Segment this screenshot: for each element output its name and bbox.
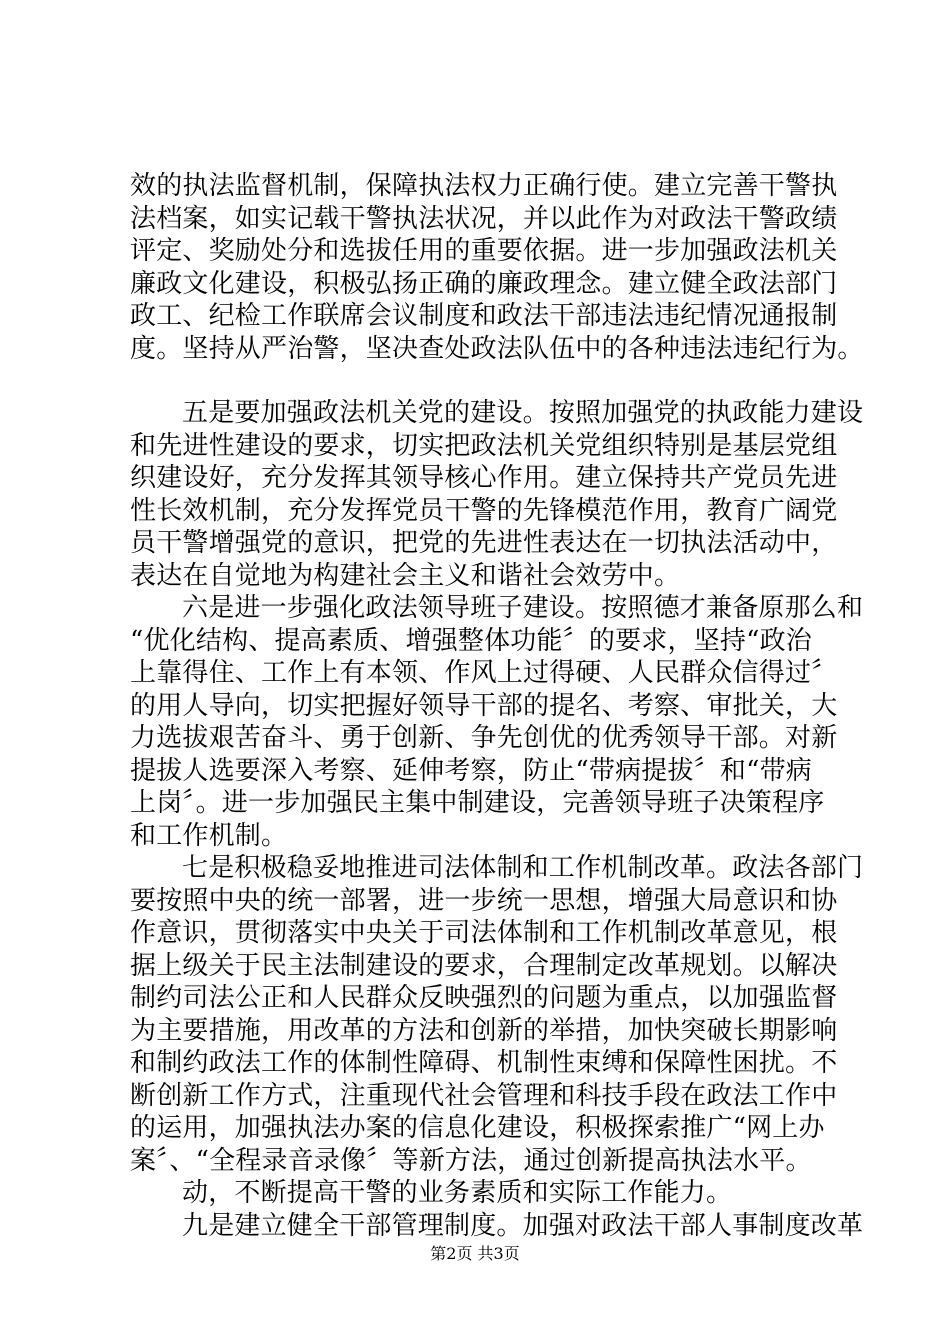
- text-line: 作意识，贯彻落实中央关于司法体制和工作机制改革意见，根: [130, 918, 838, 948]
- page-footer: [0, 1244, 950, 1264]
- document-body: [130, 170, 864, 1242]
- text-line: 七是积极稳妥地推进司法体制和工作机制改革。政法各部门: [182, 853, 864, 883]
- text-line: 据上级关于民主法制建设的要求，合理制定改革规划。以解决: [130, 950, 838, 981]
- text-line: 廉政文化建设，积极弘扬正确的廉政理念。建立健全政法部门: [130, 268, 838, 299]
- text-line: 的用人导向，切实把握好领导干部的提名、考察、审批关，大: [130, 690, 838, 721]
- text-line: 五是要加强政法机关党的建设。按照加强党的执政能力建设: [182, 398, 864, 428]
- paragraph-9: [130, 1210, 864, 1243]
- text-line: 六是进一步强化政法领导班子建设。按照德才兼备原那么和: [182, 593, 864, 623]
- paragraph-continuation: [130, 170, 864, 365]
- text-line: 提拔人选要深入考察、延伸考察，防止“带病提拔〞和“带病: [130, 755, 812, 786]
- text-line: 的运用，加强执法办案的信息化建设，积极探索推广“网上办: [130, 1113, 825, 1143]
- fragment-paragraph: [130, 1177, 840, 1210]
- text-line: 案〞、“全程录音录像〞等新方法，通过创新提高执法水平。: [130, 1145, 812, 1176]
- text-line: 要按照中央的统一部署，进一步统一思想，增强大局意识和协: [130, 885, 838, 916]
- text-line: 法档案，如实记载干警执法状况，并以此作为对政法干警政绩: [130, 203, 838, 234]
- text-line: 度。坚持从严治警，坚决查处政法队伍中的各种违法违纪行为。: [130, 333, 864, 364]
- text-line: 性长效机制，充分发挥党员干警的先锋模范作用，教育广阔党: [130, 495, 838, 526]
- text-line: 为主要措施，用改革的方法和创新的举措，加快突破长期影响: [130, 1015, 838, 1046]
- text-line: 员干警增强党的意识，把党的先进性表达在一切执法活动中，: [130, 528, 838, 558]
- text-line: 上岗〞。进一步加强民主集中制建设，完善领导班子决策程序: [130, 788, 825, 818]
- text-line: 九是建立健全干部管理制度。加强对政法干部人事制度改革: [182, 1210, 864, 1241]
- text-line: 织建设好，充分发挥其领导核心作用。建立保持共产党员先进: [130, 463, 838, 493]
- page-number-label: 第2页 共3页: [430, 1244, 520, 1263]
- text-line: 政工、纪检工作联席会议制度和政法干部违法违纪情况通报制: [130, 301, 838, 331]
- text-line: 制约司法公正和人民群众反映强烈的问题为重点，以加强监督: [130, 983, 838, 1013]
- text-line: 评定、奖励处分和选拔任用的重要依据。进一步加强政法机关: [130, 236, 838, 266]
- paragraph-7: [130, 852, 864, 1177]
- paragraph-5: [130, 397, 864, 592]
- paragraph-gap: [130, 365, 840, 397]
- text-line: 效的执法监督机制，保障执法权力正确行使。建立完善干警执: [130, 171, 838, 201]
- paragraph-6: [130, 592, 864, 852]
- text-line: 和工作机制。: [130, 820, 288, 851]
- text-line: 表达在自觉地为构建社会主义和谐社会效劳中。: [130, 560, 681, 591]
- text-line: 和先进性建设的要求，切实把政法机关党组织特别是基层党组: [130, 430, 838, 461]
- text-line: “优化结构、提高素质、增强整体功能〞的要求，坚持“政治: [130, 625, 812, 656]
- text-line: 动，不断提高干警的业务素质和实际工作能力。: [182, 1178, 733, 1208]
- text-line: 和制约政法工作的体制性障碍、机制性束缚和保障性困扰。不: [130, 1048, 838, 1078]
- text-line: 上靠得住、工作上有本领、作风上过得硬、人民群众信得过〞: [130, 658, 838, 688]
- text-line: 力选拔艰苦奋斗、勇于创新、争先创优的优秀领导干部。对新: [130, 723, 838, 753]
- text-line: 断创新工作方式，注重现代社会管理和科技手段在政法工作中: [130, 1080, 838, 1111]
